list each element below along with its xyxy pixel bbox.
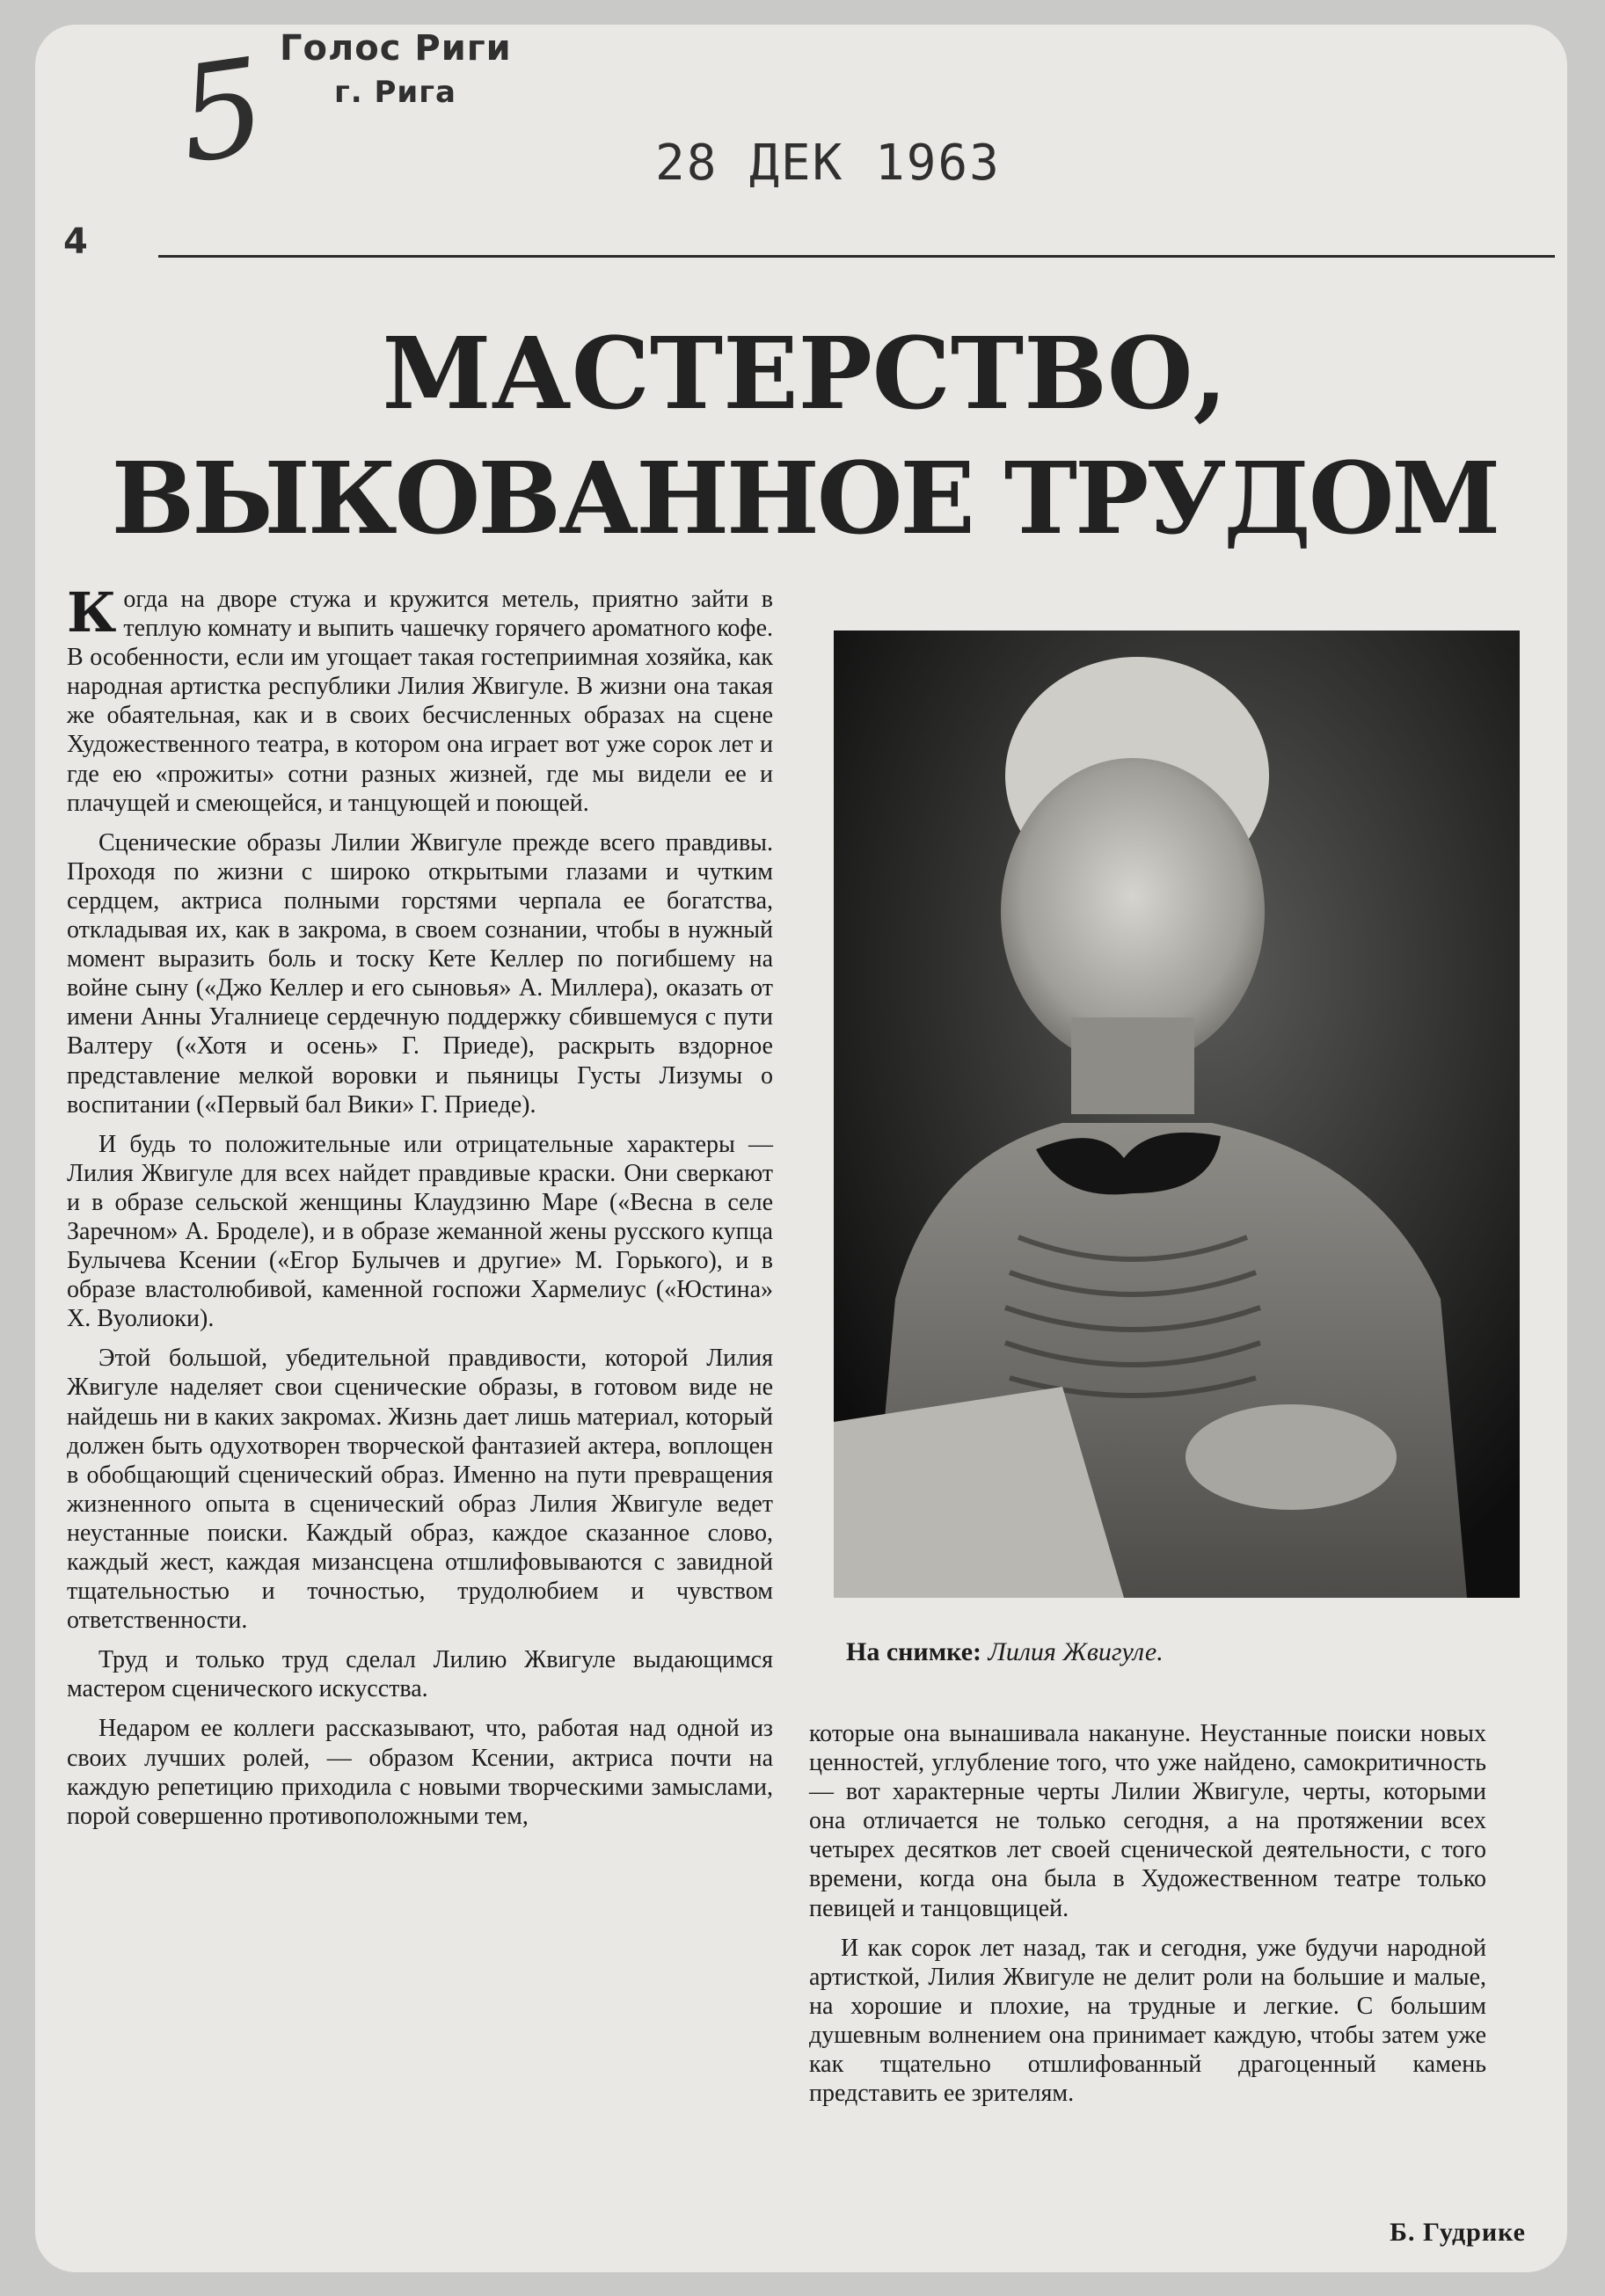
article-title-line1: МАСТЕРСТВО, [382, 317, 1228, 432]
paragraph-8: И как сорок лет назад, так и сегодня, уже будучи народной артисткой, Лилия Жвигуле не делит роли на большие и малые, на хорошие и плохие, на трудные и легкие. С большим душевным волнением она принимает каждую, чтобы затем уже как тщательно отшлифованный драгоценный камень представить ее зрителям. [809, 1934, 1486, 2108]
photo-caption [846, 1637, 1164, 1667]
left-column-top [67, 580, 773, 1831]
handwritten-mark: 5 [170, 30, 275, 193]
caption-label: На снимке: [846, 1637, 981, 1666]
header-rule [158, 255, 1555, 258]
portrait-image [834, 630, 1520, 1598]
dropcap: К [67, 580, 117, 645]
paragraph-3: И будь то положительные или отрицательные характеры — Лилия Жвигуле для всех найдет правдивые краски. Они сверкают и в образе сельской женщины Клаудзиню Маре («Весна в селе Заречном» А. Броделе), и в образе жеманной жены русского купца Булычева Ксении («Егор Булычев и другие» М. Горького), и в образе властолюбивой, каменной госпожи Хармелиус («Юстина» Х. Вуолиоки). [67, 1130, 773, 1333]
newspaper-name-stamp: Голос Риги [280, 28, 512, 69]
paragraph-4: Этой большой, убедительной правдивости, которой Лилия Жвигуле наделяет свои сценические образы, в готовом виде не найдешь ни в каких закромах. Жизнь дает лишь материал, который должен быть одухотворен творческой фантазией актера, воплощен в обобщающий сценический образ. Именно на пути превращения жизненного опыта в сценический образ Лилия Жвигуле ведет неустанные поиски. Каждый образ, каждое сказанное слово, каждый жест, каждая мизансцена отшлифовываются с завидной тщательностью и точностью, трудолюбием и чувством ответственности. [67, 1345, 773, 1635]
portrait-photo [834, 630, 1520, 1598]
right-column-bottom [809, 1719, 1486, 2118]
paragraph-1: Когда на дворе стужа и кружится метель, приятно зайти в теплую комнату и выпить чашечку горячего ароматного кофе. В особенности, если им угощает такая гостеприимная хозяйка, как народная артистка республики Лилия Жвигуле. В жизни она такая же обаятельная, как и в своих бесчисленных образах на сцене Художественного театра, в котором она играет вот уже сорок лет и где ею «прожиты» сотни разных жизней, где мы видели ее и плачущей и смеющейся, и танцующей и поющей. [67, 580, 773, 817]
paragraph-7: которые она вынашивала накануне. Неустанные поиски новых ценностей, углубление того, что уже найдено, самокритичность — вот характерные черты Лилии Жвигуле, черты, которыми она отличается не только сегодня, а на протяжении всех четырех десятков лет своей сценической деятельности, с того времени, когда она была в Художественном театре только певицей и танцовщицей. [809, 1720, 1486, 1922]
author-signature: Б. Гудрике [1390, 2218, 1526, 2247]
article-title-line2: ВЫКОВАННОЕ ТРУДОМ [111, 441, 1499, 557]
city-stamp: г. Рига [334, 75, 456, 110]
date-stamp: 28 ДЕК 1963 [655, 135, 1001, 192]
paragraph-6: Недаром ее коллеги рассказывают, что, работая над одной из своих лучших ролей, — образом Ксении, актриса почти на каждую репетицию приходила с новыми творческими замыслами, порой совершенно противоположными тем, [67, 1715, 773, 1830]
caption-name: Лилия Жвигуле. [988, 1637, 1164, 1666]
paragraph-2: Сценические образы Лилии Жвигуле прежде всего правдивы. Проходя по жизни с широко открытыми глазами и чутким сердцем, актриса полными горстями черпала ее богатства, откладывая их, как в закрома, в своем сознании, чтобы в нужный момент выразить боль и тоску Кете Келлер по погибшему на войне сыну («Джо Келлер и его сыновья» А. Миллера), оказать от имени Анны Угалниеце сердечную поддержку сбившемуся с пути Валтеру («Хотя и осень» Г. Приеде), раскрыть вздорное представление мелкой воровки и пьяницы Густы Лизумы о воспитании («Первый бал Вики» Г. Приеде). [67, 828, 773, 1119]
page-number: 4 [63, 222, 89, 262]
paragraph-5: Труд и только труд сделал Лилию Жвигуле выдающимся мастером сценического искусства. [67, 1646, 773, 1703]
